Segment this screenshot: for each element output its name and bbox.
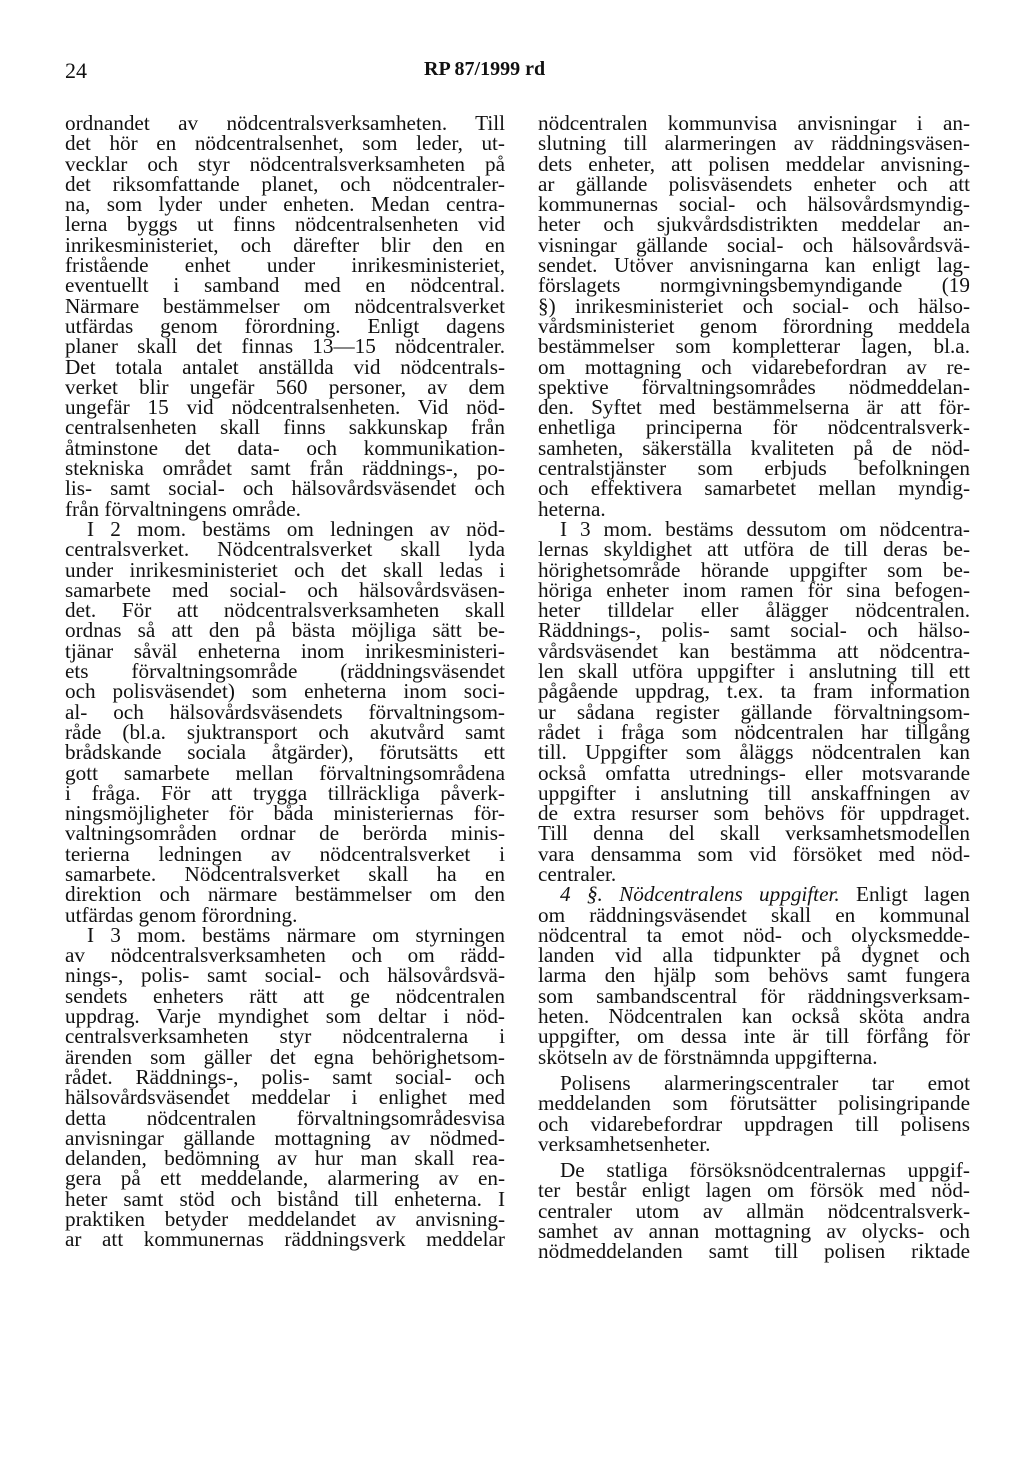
text-line: ningsmöjligheter för båda ministeriernas för-	[65, 801, 505, 826]
text-line: den. Syftet med bestämmelserna är att för-	[538, 395, 970, 420]
text-line: pågående uppdrag, t.ex. ta fram information	[538, 679, 970, 704]
text-line: Räddnings-, polis- samt social- och hälso-	[538, 618, 970, 643]
text-line: höriga enheter inom ramen för sina befogen-	[538, 577, 970, 602]
text-line: utfärdas genom förordning.	[65, 902, 298, 927]
text-line	[538, 882, 970, 907]
text-line: under inrikesministeriet och det skall ledas i	[65, 557, 505, 582]
text-line: det. För att nödcentralsverksamheten skall	[65, 598, 505, 623]
text-line: och vidarebefordrar uppdragen till polisens	[538, 1111, 970, 1136]
text-line: det hör en nödcentralsenhet, som leder, ut-	[65, 131, 505, 156]
text-line: I 2 mom. bestäms om ledningen av nöd-	[87, 516, 505, 541]
text-line: spektive förvaltningsområdes nödmeddelan-	[538, 374, 970, 399]
text-line: ar gällande polisväsendets enheter och att	[538, 171, 970, 196]
text-line: åtminstone det data- och kommunikation-	[65, 435, 505, 460]
text-line: I 3 mom. bestäms dessutom om nödcentra-	[560, 516, 970, 541]
text-line: praktiken betyder meddelandet av anvisning-	[65, 1207, 505, 1232]
text-line: centraler.	[538, 861, 617, 886]
text-line: visningar gällande social- och hälsovårdsvä-	[538, 232, 970, 257]
text-line: ordnandet av nödcentralsverksamheten. Till	[65, 111, 505, 135]
text-line: al- och hälsovårdsväsendets förvaltningsom-	[65, 699, 505, 724]
text-line: lerna byggs ut finns nödcentralsenheten vid	[65, 212, 505, 237]
text-line: det riksomfattande planet, och nödcentraler-	[65, 171, 505, 196]
text-line: delanden, bedömning av hur man skall rea-	[65, 1146, 505, 1171]
text-line: sendets enheters rätt att ge nödcentralen	[65, 983, 505, 1008]
text-line: eventuellt i samband med en nödcentral.	[65, 273, 505, 298]
text-line: verket blir ungefär 560 personer, av dem	[65, 374, 505, 399]
text-line: av nödcentralsverksamheten och om rädd-	[65, 943, 505, 968]
text-line: De statliga försöksnödcentralernas uppgif-	[560, 1158, 970, 1183]
text-line: len skall utföra uppgifter i anslutning till ett	[538, 659, 970, 684]
text-line: Polisens alarmeringscentraler tar emot	[560, 1070, 970, 1095]
text-line: ets förvaltningsområde (räddningsväsendet	[65, 659, 505, 684]
text-line: uppdrag. Varje myndighet som deltar i nöd-	[65, 1004, 505, 1029]
text-line: samhet av annan mottagning av olycks- och	[538, 1219, 970, 1244]
text-line: utfärdas genom förordning. Enligt dagens	[65, 313, 505, 338]
section-heading: 4 §. Nödcentralens uppgifter.	[560, 882, 840, 907]
text-line: vara densamma som vid försöket med nöd-	[538, 841, 970, 866]
text-line: direktion och närmare bestämmelser om den	[65, 882, 505, 907]
text-line: heterna.	[538, 496, 606, 521]
text-line: heter samt stöd och bistånd till enheterna. I	[65, 1186, 505, 1211]
text-line: hörighetsområde hörande uppgifter som be-	[538, 557, 970, 582]
text-line: Till denna del skall verksamhetsmodellen	[538, 821, 970, 846]
text-line: också omfatta utrednings- eller motsvarande	[538, 760, 970, 785]
text-line: centralsverksamheten styr nödcentralerna i	[65, 1024, 505, 1049]
text-line: rådet. Räddnings-, polis- samt social- och	[65, 1064, 505, 1089]
text-line: om mottagning och vidarebefordran av re-	[538, 354, 970, 379]
text-line: sendet. Utöver anvisningarna kan enligt lag-	[538, 253, 970, 278]
text-line: och effektivera samarbetet mellan myndig-	[538, 476, 970, 501]
text-line: anvisningar gällande mottagning av nödmed-	[65, 1125, 505, 1150]
text-line: Närmare bestämmelser om nödcentralsverket	[65, 293, 505, 318]
text-line: verksamhetsenheter.	[538, 1131, 711, 1156]
text-line: nings-, polis- samt social- och hälsovårdsvä-	[65, 963, 505, 988]
text-line: hälsovårdsväsendet meddelar i enlighet med	[65, 1085, 505, 1110]
text-line: samarbete med social- och hälsovårdsväsen-	[65, 577, 505, 602]
text-line: stekniska området samt från räddnings-, po-	[65, 456, 505, 481]
text-line: skötseln av de förstnämnda uppgifterna.	[538, 1044, 878, 1069]
text-line: inrikesministeriet, och därefter blir den en	[65, 232, 505, 257]
text-line: centralstjänster som erbjuds befolkningen	[538, 456, 970, 481]
text-line: brådskande sociala åtgärder), förutsätts ett	[65, 740, 505, 765]
text-line: na, som lyder under enheten. Medan centra-	[65, 192, 505, 217]
text-line: kommunernas social- och hälsovårdsmyndig-	[538, 192, 970, 217]
text-line: lis- samt social- och hälsovårdsväsendet och	[65, 476, 505, 501]
text-line: i fråga. För att trygga tillräckliga påverk-	[65, 780, 505, 805]
text-line: enhetliga principerna för nödcentralsverk-	[538, 415, 970, 440]
text-line: §) inrikesministeriet och social- och hälso-	[538, 293, 970, 318]
text-line: I 3 mom. bestäms närmare om styrningen	[87, 922, 505, 947]
text-line: heten. Nödcentralen kan också sköta andra	[538, 1004, 970, 1029]
left-text-column	[65, 113, 505, 1250]
text-line: till. Uppgifter som åläggs nödcentralen kan	[538, 740, 970, 765]
text-line: bestämmelser som kompletterar lagen, bl.a.	[538, 334, 970, 359]
text-line: nödcentralen kommunvisa anvisningar i an-	[538, 111, 970, 135]
text-line: nödcentral ta emot nöd- och olycksmedde-	[538, 922, 970, 947]
text-line: de extra resurser som behövs för uppdraget.	[538, 801, 970, 826]
text-line: valtningsområden ordnar de berörda minis-	[65, 821, 505, 846]
text-line: samheten, säkerställa kvaliteten på de nöd-	[538, 435, 970, 460]
text-line: ur sådana register gällande förvaltningsom-	[538, 699, 970, 724]
running-head: RP 87/1999 rd	[424, 58, 546, 80]
text-line: Det totala antalet anställda vid nödcentrals-	[65, 354, 505, 379]
text-line: fristående enhet under inrikesministeriet,	[65, 253, 505, 278]
text-line: ar att kommunernas räddningsverk meddelar	[65, 1227, 505, 1252]
text-line: om räddningsväsendet skall en kommunal	[538, 902, 970, 927]
text-line: gera på ett meddelande, alarmering av en-	[65, 1166, 505, 1191]
text-line: ordnas så att den på bästa möjliga sätt be-	[65, 618, 505, 643]
text-line: gott samarbete mellan förvaltningsområdena	[65, 760, 505, 785]
text-line: centralsverket. Nödcentralsverket skall lyda	[65, 537, 505, 562]
text-line: dets enheter, att polisen meddelar anvisning-	[538, 151, 970, 176]
text-line: detta nödcentralen förvaltningsområdesvisa	[65, 1105, 505, 1130]
text-line: centraler utom av allmän nödcentralsverk-	[538, 1198, 970, 1223]
text-line: meddelanden som förutsätter polisingripande	[538, 1091, 970, 1116]
text-line: uppgifter, om dessa inte är till förfång för	[538, 1024, 970, 1049]
right-text-column	[538, 113, 970, 1262]
text-line: samarbete. Nödcentralsverket skall ha en	[65, 861, 505, 886]
text-line: landen vid alla tidpunkter på dygnet och	[538, 943, 970, 968]
text-line: planer skall det finnas 13—15 nödcentraler.	[65, 334, 505, 359]
text-line: heter och sjukvårdsdistrikten meddelar an-	[538, 212, 970, 237]
text-line: heter tilldelar eller ålägger nödcentralen.	[538, 598, 970, 623]
text-line: nödmeddelanden samt till polisen riktade	[538, 1239, 970, 1264]
text-line: rådet i fråga som nödcentralen har tillgång	[538, 719, 970, 744]
text-line: råde (bl.a. sjuktransport och akutvård samt	[65, 719, 505, 744]
text-line: larma den hjälp som behövs samt fungera	[538, 963, 970, 988]
text-line: centralsenheten skall finns sakkunskap från	[65, 415, 505, 440]
text-line: vårdsväsendet kan bestämma att nödcentra-	[538, 638, 970, 663]
text-line: ärenden som gäller det egna behörighetsom-	[65, 1044, 505, 1069]
text-line: ter består enligt lagen om försök med nöd-	[538, 1178, 970, 1203]
text-line: lernas skyldighet att utföra de till deras be-	[538, 537, 970, 562]
section-text: Enligt lagen	[839, 882, 970, 907]
text-line: från förvaltningens område.	[65, 496, 301, 521]
text-line: som sambandscentral för räddningsverksam-	[538, 983, 970, 1008]
text-line: slutning till alarmeringen av räddningsväsen-	[538, 131, 970, 156]
text-line: förslagets normgivningsbemyndigande (19	[538, 273, 970, 298]
text-line: tjänar såväl enheterna inom inrikesministeri-	[65, 638, 505, 663]
text-line: ungefär 15 vid nödcentralsenheten. Vid nöd-	[65, 395, 505, 420]
text-line: terierna ledningen av nödcentralsverket i	[65, 841, 505, 866]
text-line: vecklar och styr nödcentralsverksamheten på	[65, 151, 505, 176]
page-number: 24	[65, 58, 87, 83]
text-line: uppgifter i anslutning till anskaffningen av	[538, 780, 970, 805]
text-line: vårdsministeriet genom förordning meddela	[538, 313, 970, 338]
text-line: och polisväsendet) som enheterna inom soci-	[65, 679, 505, 704]
